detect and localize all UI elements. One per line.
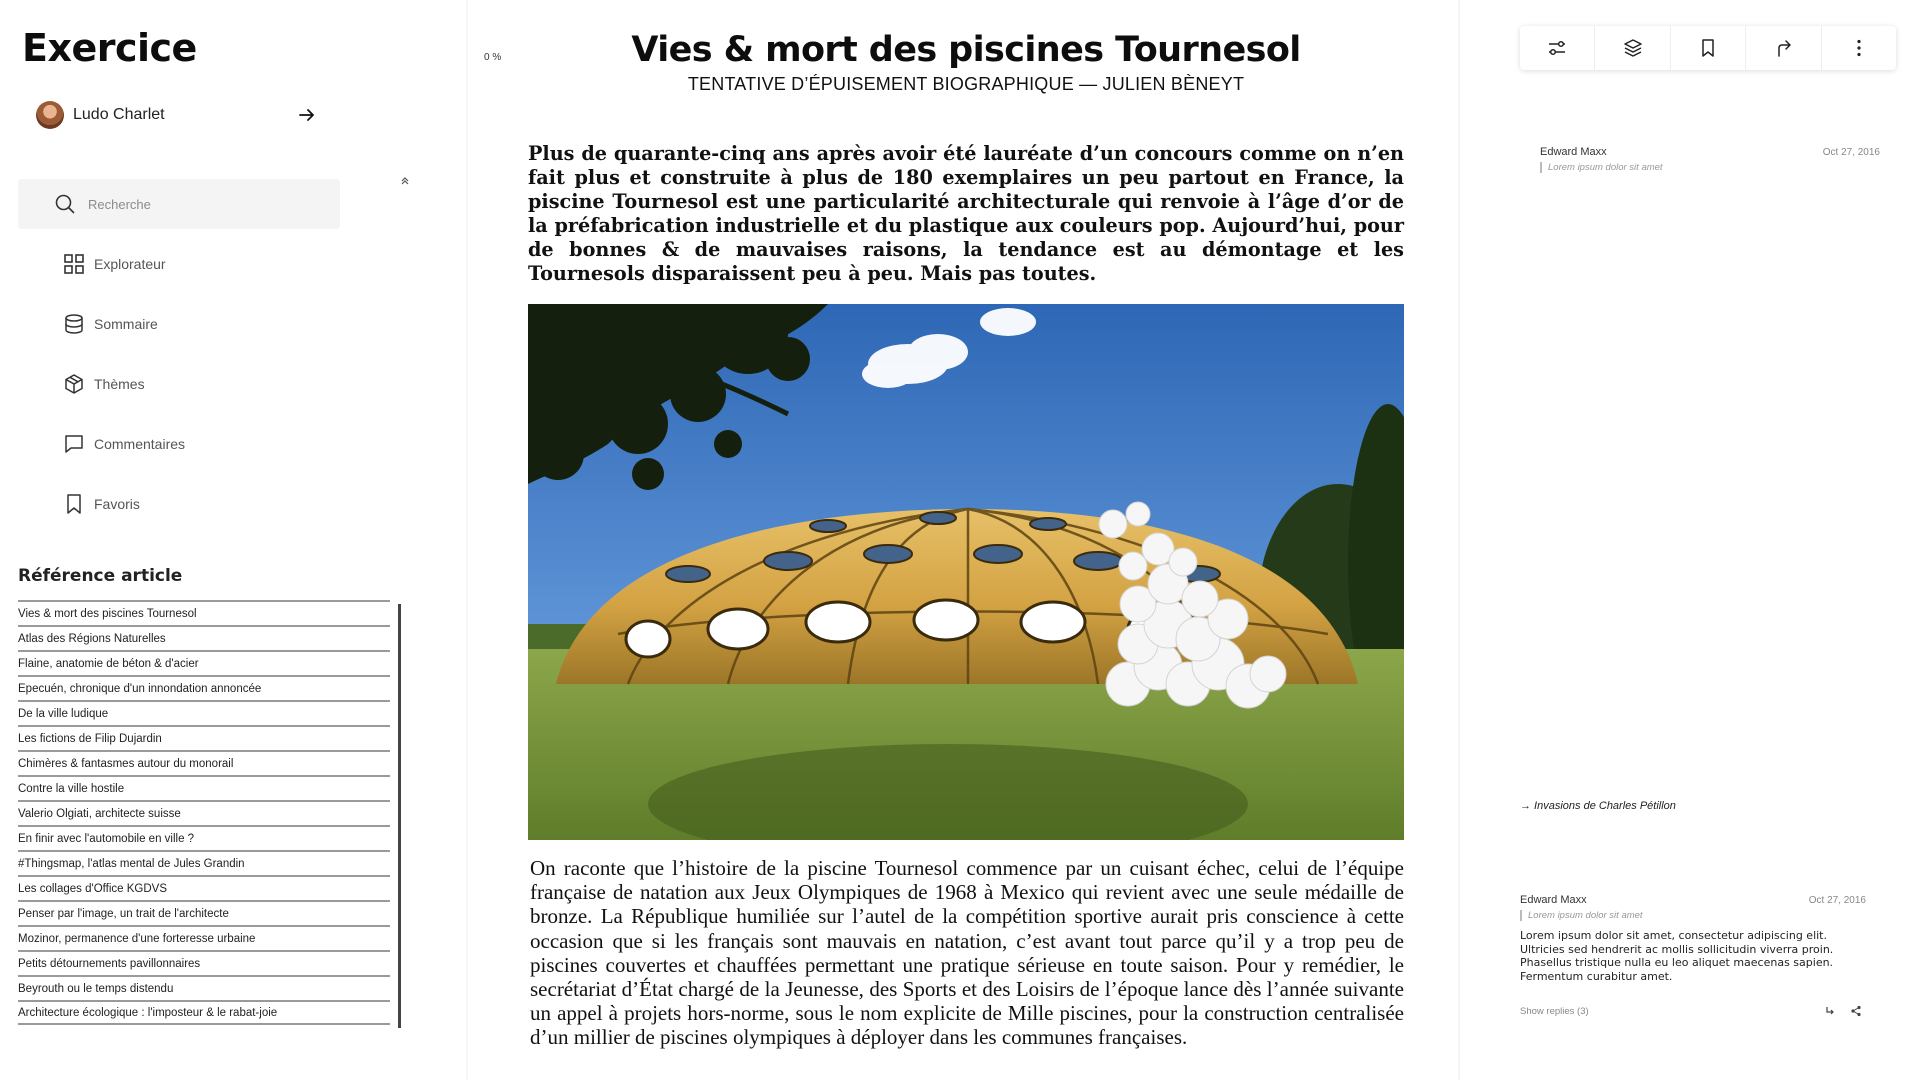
sidebar-item-label: Explorateur bbox=[94, 256, 166, 272]
article-lead: Plus de quarante-cinq ans après avoir été lauréate d’un concours comme on n’en fait plus et construite à plus de 180 exemplaires un peu partout en France, la piscine Tournesol est une particularité architecturale qui renvoie à l’âge d’or de la préfabrication industrielle et du plastique aux couleurs pop. Aujourd’hui, pour de bonnes & de mauvaises raisons, la tendance est au démontage et les Tournesols disparaissent peu à peu. Mais pas toutes. bbox=[528, 142, 1404, 285]
article bbox=[468, 0, 1458, 1080]
article-subtitle: TENTATIVE D’ÉPUISEMENT BIOGRAPHIQUE — JULIEN BÈNEYT bbox=[687, 74, 1245, 94]
reference-item[interactable]: Mozinor, permanence d'une forteresse urbaine bbox=[18, 925, 390, 950]
database-icon bbox=[62, 312, 86, 336]
comment[interactable] bbox=[1540, 146, 1880, 173]
user-name: Ludo Charlet bbox=[73, 106, 165, 123]
hero-image bbox=[528, 304, 1404, 840]
share-arrow-icon[interactable] bbox=[1746, 26, 1821, 70]
comment-date: Oct 27, 2016 bbox=[1808, 895, 1866, 906]
reference-item[interactable]: Beyrouth ou le temps distendu bbox=[18, 975, 390, 1000]
arrow-right-icon[interactable] bbox=[294, 102, 320, 128]
more-vertical-icon[interactable] bbox=[1822, 26, 1896, 70]
chevron-up-icon[interactable] bbox=[396, 172, 414, 190]
bookmark-icon[interactable] bbox=[1671, 26, 1746, 70]
sidebar-item-commentaires[interactable] bbox=[62, 432, 185, 456]
sidebar-item-label: Commentaires bbox=[94, 436, 186, 452]
sidebar-item-favoris[interactable] bbox=[62, 492, 185, 516]
article-body: On raconte que l’histoire de la piscine Tournesol commence par un cuisant échec, celui de l’équipe française de natation aux Jeux Olympiques de 1968 à Mexico qui revient avec une seule médaille de bronze. La République humiliée sur l’autel de la compétition sportive aurait pris conscience à cette occasion que si les français sont mauvais en natation, c’est avant tout parce qu’il y a trop peu de piscines couvertes et chauffées permettant une pratique sérieuse en toute saison. Pour y remédier, le secrétariat d’État chargé de la Jeunesse, des Sports et des Loisirs de l’époque lance dès l’année suivante un appel à projets hors-norme, sous le nom explicite de Mille piscines, pour la construction centralisée d’un millier de piscines olympiques à déployer dans les communes françaises. bbox=[530, 856, 1404, 1050]
user-row[interactable] bbox=[36, 100, 326, 130]
reference-item[interactable]: Epecuén, chronique d'un innondation annoncée bbox=[18, 675, 390, 700]
reference-item[interactable]: Petits détournements pavillonnaires bbox=[18, 950, 390, 975]
reference-item[interactable]: Chimères & fantasmes autour du monorail bbox=[18, 750, 390, 775]
tournesol-pool-photo bbox=[528, 304, 1404, 840]
comment[interactable] bbox=[1520, 894, 1866, 1017]
sidebar-item-label: Thèmes bbox=[94, 376, 145, 392]
sidebar-item-explorateur[interactable] bbox=[62, 252, 185, 276]
reference-item[interactable]: En finir avec l'automobile en ville ? bbox=[18, 825, 390, 850]
reference-item[interactable]: Contre la ville hostile bbox=[18, 775, 390, 800]
sidebar-item-sommaire[interactable] bbox=[62, 312, 185, 336]
cube-icon bbox=[62, 372, 86, 396]
reference-item[interactable]: De la ville ludique bbox=[18, 700, 390, 725]
reading-progress: 0 % bbox=[484, 52, 502, 63]
related-article-link[interactable]: → Invasions de Charles Pétillon bbox=[1520, 800, 1676, 812]
share-icon[interactable] bbox=[1850, 1005, 1862, 1017]
reference-item[interactable]: Architecture écologique : l'imposteur & le rabat-joie bbox=[18, 1000, 390, 1025]
comment-author: Edward Maxx bbox=[1520, 894, 1587, 906]
show-replies-button[interactable]: Show replies (3) bbox=[1520, 1005, 1589, 1017]
sidebar-item-label: Favoris bbox=[94, 496, 140, 512]
reference-item[interactable]: Valerio Olgiati, architecte suisse bbox=[18, 800, 390, 825]
comment-quote: Lorem ipsum dolor sit amet bbox=[1540, 162, 1880, 173]
reference-item[interactable]: Flaine, anatomie de béton & d'acier bbox=[18, 650, 390, 675]
search-input[interactable] bbox=[88, 197, 308, 212]
toolbar bbox=[1520, 26, 1896, 70]
right-panel bbox=[1460, 0, 1920, 1080]
bookmark-icon bbox=[62, 492, 86, 516]
sidebar bbox=[0, 0, 468, 1080]
comment-icon bbox=[62, 432, 86, 456]
reference-item[interactable]: Les collages d'Office KGDVS bbox=[18, 875, 390, 900]
search-icon bbox=[54, 193, 76, 215]
sidebar-item-label: Sommaire bbox=[94, 316, 158, 332]
reference-item[interactable]: Les fictions de Filip Dujardin bbox=[18, 725, 390, 750]
reference-item[interactable]: #Thingsmap, l'atlas mental de Jules Grandin bbox=[18, 850, 390, 875]
sidebar-nav bbox=[62, 252, 185, 552]
reference-list bbox=[18, 600, 390, 1025]
scrollbar[interactable] bbox=[398, 604, 401, 1028]
reference-item[interactable]: Penser par l'image, un trait de l'architecte bbox=[18, 900, 390, 925]
grid-icon bbox=[62, 252, 86, 276]
layers-icon[interactable] bbox=[1595, 26, 1670, 70]
reply-icon[interactable] bbox=[1824, 1005, 1836, 1017]
sliders-icon[interactable] bbox=[1520, 26, 1595, 70]
comment-author: Edward Maxx bbox=[1540, 146, 1607, 158]
app-title: Exercice bbox=[22, 26, 197, 70]
avatar bbox=[36, 101, 64, 129]
comment-body: Lorem ipsum dolor sit amet, consectetur adipiscing elit. Ultricies sed hendrerit ac mollis sollicitudin viverra proin. Phasellus tristique nulla eu leo aliquet maecenas sapien. Fermentum curabitur amet. bbox=[1520, 929, 1834, 983]
search-box bbox=[18, 179, 340, 229]
sidebar-item-themes[interactable] bbox=[62, 372, 185, 396]
reference-item[interactable]: Vies & mort des piscines Tournesol bbox=[18, 600, 390, 625]
comment-quote: Lorem ipsum dolor sit amet bbox=[1520, 910, 1866, 921]
reference-title: Référence article bbox=[18, 566, 183, 586]
comment-date: Oct 27, 2016 bbox=[1822, 147, 1880, 158]
reference-item[interactable]: Atlas des Régions Naturelles bbox=[18, 625, 390, 650]
article-title: Vies & mort des piscines Tournesol bbox=[631, 30, 1301, 70]
